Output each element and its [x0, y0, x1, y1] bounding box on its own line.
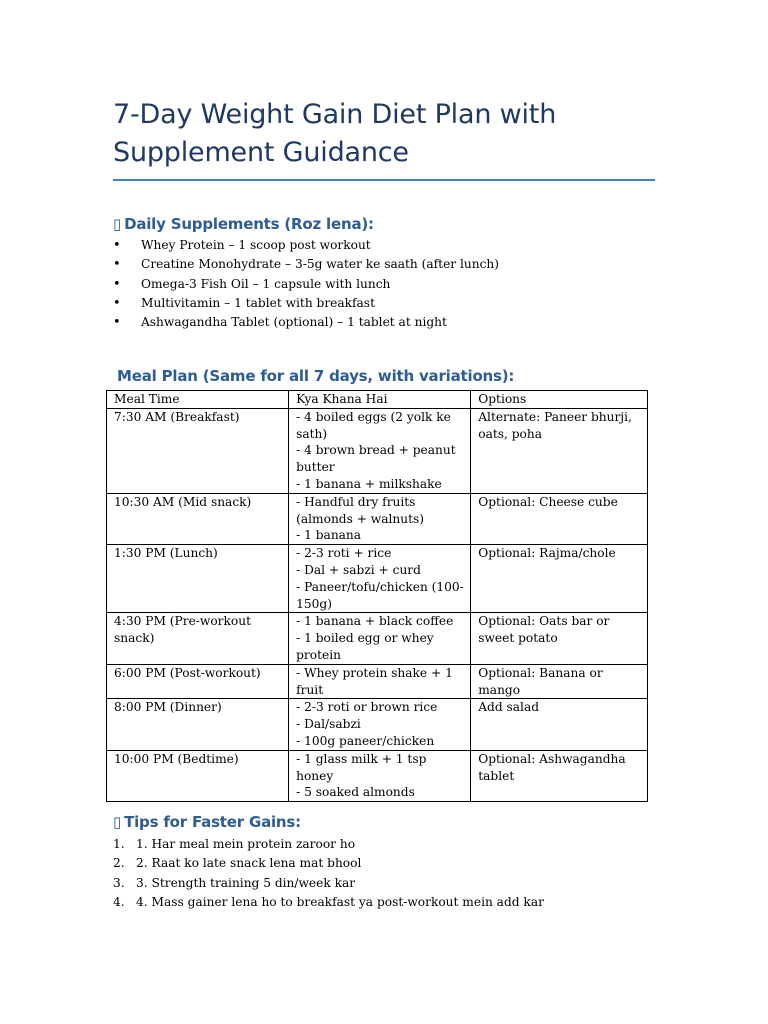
tip-text: 1. Har meal mein protein zaroor ho [136, 837, 356, 851]
food-cell [289, 545, 471, 613]
food-line: - 1 banana + black coffee [296, 614, 454, 629]
supplement-text: Creatine Monohydrate – 3-5g water ke saath (after lunch) [141, 257, 500, 272]
list-item [113, 294, 499, 313]
supplement-text: Omega-3 Fish Oil – 1 capsule with lunch [141, 276, 391, 291]
supplements-heading-text: Daily Supplements (Roz lena): [124, 215, 374, 233]
food-line: - Handful dry fruits (almonds + walnuts) [296, 494, 425, 526]
tips-heading [113, 812, 301, 832]
options-cell: Optional: Banana or mango [471, 664, 648, 699]
food-cell [289, 613, 471, 664]
tips-list [113, 835, 544, 912]
food-line: - 1 banana [296, 528, 362, 543]
list-item [113, 835, 544, 854]
food-line: - 1 glass milk + 1 tsp honey [296, 751, 427, 783]
list-item [113, 236, 499, 255]
tip-text: 3. Strength training 5 din/week kar [136, 875, 356, 890]
bullet-icon: • [113, 257, 121, 273]
bullet-icon: • [113, 276, 121, 292]
food-line: - Whey protein shake + 1 fruit [296, 665, 453, 697]
food-cell [289, 408, 471, 493]
options-cell: Alternate: Paneer bhurji, oats, poha [471, 408, 648, 493]
table-row [107, 408, 648, 493]
food-line: - Dal/sabzi [296, 717, 361, 732]
food-line: - Paneer/tofu/chicken (100-150g) [296, 579, 464, 611]
table-row [107, 664, 648, 699]
table-row [107, 750, 648, 801]
food-line: - Dal + sabzi + curd [296, 562, 421, 577]
list-item [113, 893, 544, 912]
bullet-icon: • [113, 295, 121, 311]
list-number: 3. [113, 875, 125, 890]
meal-plan-table [106, 390, 648, 802]
food-line: - 5 soaked almonds [296, 785, 415, 800]
meal-time-cell: 8:00 PM (Dinner) [107, 699, 289, 750]
list-item [113, 275, 499, 294]
list-item [113, 854, 544, 873]
food-line: - 2-3 roti or brown rice [296, 700, 438, 715]
meal-time-cell: 1:30 PM (Lunch) [107, 545, 289, 613]
column-header-options: Options [471, 391, 648, 409]
meal-time-cell: 10:30 AM (Mid snack) [107, 493, 289, 544]
list-item [113, 874, 544, 893]
meal-time-cell: 10:00 PM (Bedtime) [107, 750, 289, 801]
food-line: - 4 brown bread + peanut butter [296, 443, 456, 475]
food-line: - 1 boiled egg or whey protein [296, 631, 434, 662]
list-item [113, 313, 499, 332]
options-cell: Optional: Ashwagandha tablet [471, 750, 648, 801]
list-number: 4. [113, 894, 125, 909]
tip-text: 2. Raat ko late snack lena mat bhool [136, 856, 362, 871]
page-title: 7-Day Weight Gain Diet Plan with Supplement Guidance [113, 99, 557, 168]
options-cell: Add salad [471, 699, 648, 750]
options-cell: Optional: Cheese cube [471, 493, 648, 544]
food-line: - 100g paneer/chicken [296, 733, 435, 748]
meal-time-cell: 7:30 AM (Breakfast) [107, 408, 289, 493]
food-cell [289, 664, 471, 699]
tip-text: 4. Mass gainer lena ho to breakfast ya post-workout mein add kar [136, 894, 544, 909]
title-underline [113, 179, 655, 181]
meal-time-cell: 4:30 PM (Pre-workout snack) [107, 613, 289, 664]
supplement-text: Multivitamin – 1 tablet with breakfast [141, 295, 375, 310]
supplement-text: Whey Protein – 1 scoop post workout [141, 238, 371, 252]
column-header-food: Kya Khana Hai [289, 391, 471, 409]
table-row [107, 699, 648, 750]
food-line: - 4 boiled eggs (2 yolk ke sath) [296, 409, 451, 441]
missing-glyph-icon: ▯ [113, 215, 122, 233]
supplements-heading [113, 214, 374, 234]
tips-heading-text: Tips for Faster Gains: [124, 813, 301, 831]
list-number: 2. [113, 856, 125, 871]
supplements-list [113, 236, 499, 332]
bullet-icon: • [113, 238, 121, 253]
table-row [107, 493, 648, 544]
food-line: - 2-3 roti + rice [296, 546, 392, 561]
table-row [107, 613, 648, 664]
list-number: 1. [113, 837, 125, 851]
missing-glyph-icon: ▯ [113, 813, 122, 831]
food-cell [289, 750, 471, 801]
table-row [107, 545, 648, 613]
meal-plan-heading: Meal Plan (Same for all 7 days, with variations): [117, 367, 515, 385]
supplement-text: Ashwagandha Tablet (optional) – 1 tablet at night [141, 315, 447, 330]
meal-time-cell: 6:00 PM (Post-workout) [107, 664, 289, 699]
options-cell: Optional: Oats bar or sweet potato [471, 613, 648, 664]
options-cell: Optional: Rajma/chole [471, 545, 648, 613]
food-cell [289, 699, 471, 750]
column-header-meal-time: Meal Time [107, 391, 289, 409]
food-line: - 1 banana + milkshake [296, 476, 442, 491]
list-item [113, 255, 499, 274]
food-cell [289, 493, 471, 544]
bullet-icon: • [113, 315, 121, 331]
table-header-row [107, 391, 648, 409]
